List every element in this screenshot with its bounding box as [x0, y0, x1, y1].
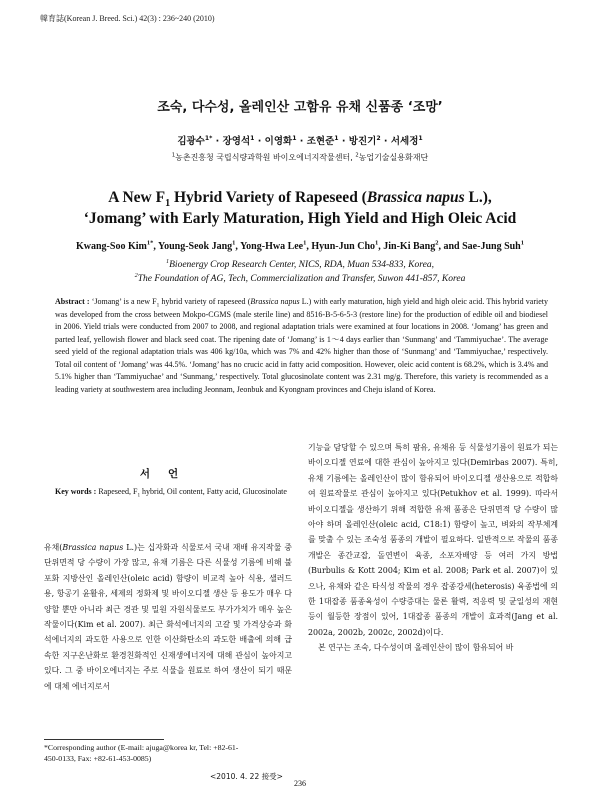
abstract: Abstract : ‘Jomang’ is a new $F_1$ hybrid variety of rapeseed (Brassica napus L.) with early maturation, high yield and high oleic acid. This hybrid variety was developed from the cross between Mokpo-CGMS (male sterile line) and 8516-B-5-6-5-3 (restore line) for the production of edible oil and biodiesel in 2006. Yield trials were conducted from 2007 to 2008, and regional adaptation trials were examined at four locations in 2008. ‘Jomang’ has green and parted leaf, yellowish flower and black seed coat. The ripening date of ‘Jomang’ is 1～4 days earlier than ‘Sunmang’ and ‘Tammiyuchae’. The average seed yield of the regional adaptation trials was 406 kg/10a, which was 7% and 42% higher than those of ‘Sunmang’ and ‘Tammiyuchae,’ respectively. Total oil content of ‘Jomang’ was 44.5%. ‘Jomang’ has no crucic acid in fatty acid composition. However, oleic acid content is 68.2%, which is 3.4% and 5.1% higher than ‘Tammiyuchae’ and ‘Sunmang,’ respectively. Total glucosinolate content was 2.31 mg/g. Therefore, this variety is recommended as a leading variety at southwestern area including Jeonnam, Jeonbuk and Kyongnam provinces and Cheju island of Korea. — [55, 297, 548, 394]
journal-header: 韓育誌(Korean J. Breed. Sci.) 42(3) : 236~240 (2010) — [40, 14, 215, 23]
korean-author: 장영석$^1$ — [222, 134, 255, 147]
korean-author: 이영화$^1$ — [264, 134, 297, 147]
received-date: <2010. 4. 22 接受> — [210, 772, 283, 781]
english-affiliation-1: $^1$Bioenergy Crop Research Center, NICS, RDA, Muan 534-833, Korea, — [166, 258, 434, 270]
english-author: Yong-Hwa Lee$^1$ — [240, 239, 307, 252]
english-author: Young-Seok Jang$^1$ — [157, 239, 236, 252]
english-author: Jin-Ki Bang$^2$ — [383, 239, 439, 252]
corresponding-author-footnote: *Corresponding author (E-mail: ajuga@korea kr, Tel: +82-61- 450-0133, Fax: +82-61-453-0085) — [44, 743, 239, 763]
english-author: Kwang-Soo Kim$^{1*}$ — [75, 239, 154, 252]
keywords-label: Key words : — [55, 487, 97, 496]
korean-author: 김광수$^{1*}$ — [177, 134, 213, 147]
page-number: 236 — [294, 779, 306, 788]
body-right-column — [308, 440, 558, 656]
korean-affiliations: $^1$농촌진흥청 국립식량과학원 바이오에너지작물센터, $^2$농업기술실용화재단 — [171, 152, 429, 162]
body-paragraph: 기능을 담당할 수 있으며 특히 팜유, 유채유 등 식물성기름이 원료가 되는 바이오디젤 연료에 대한 관심이 높아지고 있다(Demirbas 2007). 특히, 유채 기름에는 올레인산이 많이 함유되어 바이오디젤 생산용으로 적합하여 원료작물로 관심이 높아지고 있다(Petukhov et al. 1999). 따라서 바이오디젤을 생산하기 위해 적합한 유채 품종은 단위면적 당 수량이 많아야 하며 올레인산(oleic acid, C18:1) 함량이 높고, 벼와의 작부체계를 맞출 수 있는 조숙성 품종의 개발이 필요하다. 일반적으로 작물의 품종개발은 종간교잡, 돌연변이 육종, 소포자배양 등 여러 가지 방법(Burbulis & Kott 2004; Kim et al. 2008; Park et al. 2007)이 있으나, 유채와 같은 타식성 작물의 경우 잡종강세(heterosis) 육종법에 의한 1대잡종 품종육성이 수량증대는 물론 활력, 적응력 및 균일성의 재현 등이 월등한 장점이 있어, 1대잡종 품종의 개발이 효과적(Jang et al. 2002a, 2002b, 2002c, 2002d)이다. — [308, 443, 558, 637]
english-author: Hyun-Jun Cho$^1$ — [311, 239, 379, 252]
korean-author: 방진기$^2$ — [348, 134, 381, 147]
body-paragraph: 본 연구는 조숙, 다수성이며 올레인산이 많이 함유되어 바 — [318, 643, 514, 653]
abstract-label: Abstract : — [55, 297, 90, 306]
korean-author: 서세정$^1$ — [390, 134, 423, 147]
english-author-list: Kwang-Soo Kim$^{1*}$, Young-Seok Jang$^1$, Yong-Hwa Lee$^1$, Hyun-Jun Cho$^1$, Jin-Ki Bang$^2$, and Sae-Jung Suh$^1$ — [75, 239, 524, 252]
body-left-column — [44, 540, 292, 694]
body-paragraph: 유채(Brassica napus L.)는 십자화과 식물로서 국내 재배 유지작물 중 단위면적 당 수량이 가장 많고, 유채 기름은 다른 식물성 기름에 비해 불포화 지방산인 올레인산(oleic acid) 함량이 비교적 높아 식용, 샐러드용, 항공기 윤활유, 세제의 정화제 및 바이오디젤 생산 등 용도가 매우 다양할 뿐만 아니라 최근 경관 및 밀원 자원식물로도 부가가치가 매우 높은 작물이다(Kim et al. 2007). 최근 화석에너지의 고갈 및 가격상승과 화석에너지의 과도한 사용으로 인한 이산화탄소의 과도한 배출에 의해 급속한 지구온난화로 환경친화적인 신재생에너지에 대해 관심이 높아지고 있다. 그 중 바이오에너지는 주로 식물을 원료로 하여 생산이 되기 때문에 대체 에너지로서 — [44, 543, 292, 691]
korean-author-list: 김광수$^{1*}$ · 장영석$^1$ · 이영화$^1$ · 조현준$^1$ · 방진기$^2$ · 서세정$^1$ — [177, 134, 423, 147]
english-author: Sae-Jung Suh$^1$ — [462, 239, 524, 252]
keywords: Key words : Rapeseed, $F_1$ hybrid, Oil content, Fatty acid, Glucosinolate — [55, 487, 287, 499]
english-title: A New $F_1$ Hybrid Variety of Rapeseed (Brassica napus L.), ‘Jomang’ with Early Maturation, High Yield and High Oleic Acid — [83, 189, 517, 227]
english-affiliation-2: $^2$The Foundation of AG, Tech, Commercialization and Transfer, Suwon 441-857, Korea — [134, 272, 466, 284]
section-title-introduction: 서언 — [139, 468, 197, 480]
footnote-divider — [44, 739, 164, 740]
korean-author: 조현준$^1$ — [306, 134, 339, 147]
korean-title: 조숙, 다수성, 올레인산 고함유 유채 신품종 ‘조망’ — [157, 100, 443, 115]
